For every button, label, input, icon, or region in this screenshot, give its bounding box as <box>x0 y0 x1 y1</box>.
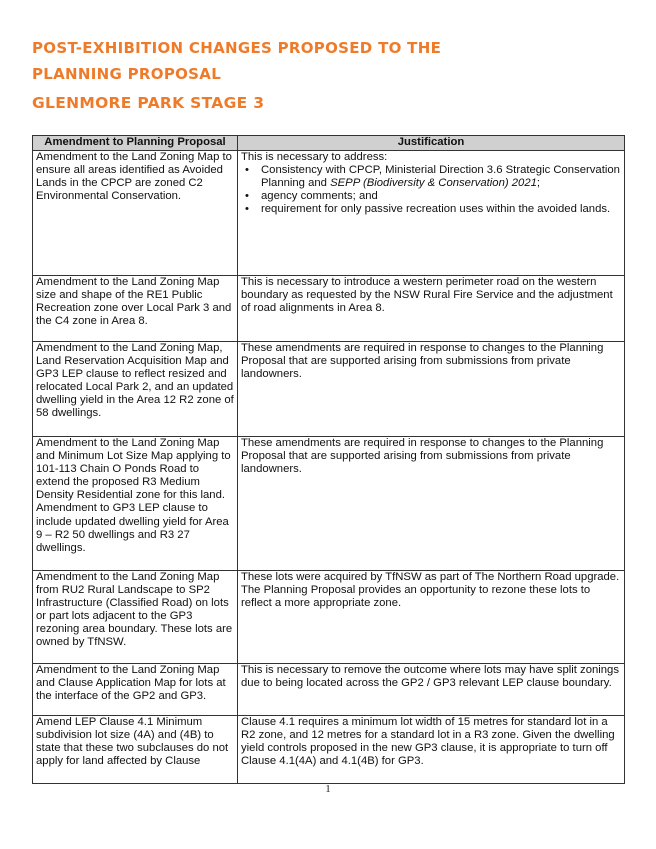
table-header-row <box>33 136 625 151</box>
subtitle: GLENMORE PARK STAGE 3 <box>32 94 265 112</box>
amendments-table <box>32 135 625 784</box>
table-row <box>33 571 625 664</box>
amendment-cell: Amendment to the Land Zoning Map to ensure all areas identified as Avoided Lands in the CPCP are zoned C2 Environmental Conservation. <box>33 151 238 276</box>
column-header-justification: Justification <box>238 136 625 151</box>
justification-cell: These amendments are required in response to changes to the Planning Proposal that are supported arising from submissions from private landowners. <box>238 342 625 437</box>
justification-list <box>241 164 621 216</box>
amendment-cell: Amendment to the Land Zoning Map and Minimum Lot Size Map applying to 101-113 Chain O Ponds Road to extend the proposed R3 Medium Density Residential zone for this land. Amendment to GP3 LEP clause to include updated dwelling yield for Area 9 – R2 50 dwellings and R3 27 dwellings. <box>33 437 238 571</box>
table-row <box>33 151 625 276</box>
justification-cell: These lots were acquired by TfNSW as part of The Northern Road upgrade. The Planning Proposal provides an opportunity to rezone these lots to reflect a more appropriate zone. <box>238 571 625 664</box>
justification-cell: This is necessary to introduce a western perimeter road on the western boundary as requested by the NSW Rural Fire Service and the adjustment of road alignments in Area 8. <box>238 276 625 342</box>
amendment-cell: Amendment to the Land Zoning Map, Land Reservation Acquisition Map and GP3 LEP clause to reflect resized and relocated Local Park 2, and an updated dwelling yield in the Area 12 R2 zone of 58 dwellings. <box>33 342 238 437</box>
justification-cell <box>238 151 625 276</box>
justification-intro: This is necessary to address: <box>241 151 388 163</box>
justification-cell: This is necessary to remove the outcome where lots may have split zonings due to being located across the GP2 / GP3 relevant LEP clause boundary. <box>238 664 625 716</box>
list-item-italic-text: SEPP (Biodiversity & Conservation) 2021 <box>330 177 537 190</box>
list-item <box>241 164 621 190</box>
amendment-cell: Amendment to the Land Zoning Map from RU2 Rural Landscape to SP2 Infrastructure (Classified Road) on lots or part lots adjacent to the GP3 rezoning area boundary. These lots are owned by TfNSW. <box>33 571 238 664</box>
table-row <box>33 664 625 716</box>
table-row <box>33 437 625 571</box>
amendment-cell: Amendment to the Land Zoning Map size and shape of the RE1 Public Recreation zone over Local Park 3 and the C4 zone in Area 8. <box>33 276 238 342</box>
page-number: 1 <box>325 783 331 795</box>
list-item-text: Consistency with CPCP, Ministerial Direction 3.6 Strategic Conservation Planning and <box>261 164 620 190</box>
list-item: • requirement for only passive recreation uses within the avoided lands. <box>241 203 621 216</box>
amendment-cell: Amendment to the Land Zoning Map and Clause Application Map for lots at the interface of the GP2 and GP3. <box>33 664 238 716</box>
title-line-1: POST-EXHIBITION CHANGES PROPOSED TO THE <box>32 39 442 57</box>
list-item-text: ; <box>536 177 541 190</box>
title-line-2: PLANNING PROPOSAL <box>32 65 222 83</box>
list-item: • agency comments; and <box>241 190 621 203</box>
justification-cell: Clause 4.1 requires a minimum lot width of 15 metres for standard lot in a R2 zone, and 12 metres for a standard lot in a R3 zone. Given the dwelling yield controls proposed in the new GP3 clause, it is appropriate to turn off Clause 4.1(4A) and 4.1(4B) for GP3. <box>238 716 625 784</box>
justification-cell: These amendments are required in response to changes to the Planning Proposal that are supported arising from submissions from private landowners. <box>238 437 625 571</box>
table-row <box>33 716 625 784</box>
table-row <box>33 342 625 437</box>
amendment-cell: Amend LEP Clause 4.1 Minimum subdivision lot size (4A) and (4B) to state that these two subclauses do not apply for land affected by Clause <box>33 716 238 784</box>
table-row <box>33 276 625 342</box>
column-header-amendment: Amendment to Planning Proposal <box>33 136 238 151</box>
